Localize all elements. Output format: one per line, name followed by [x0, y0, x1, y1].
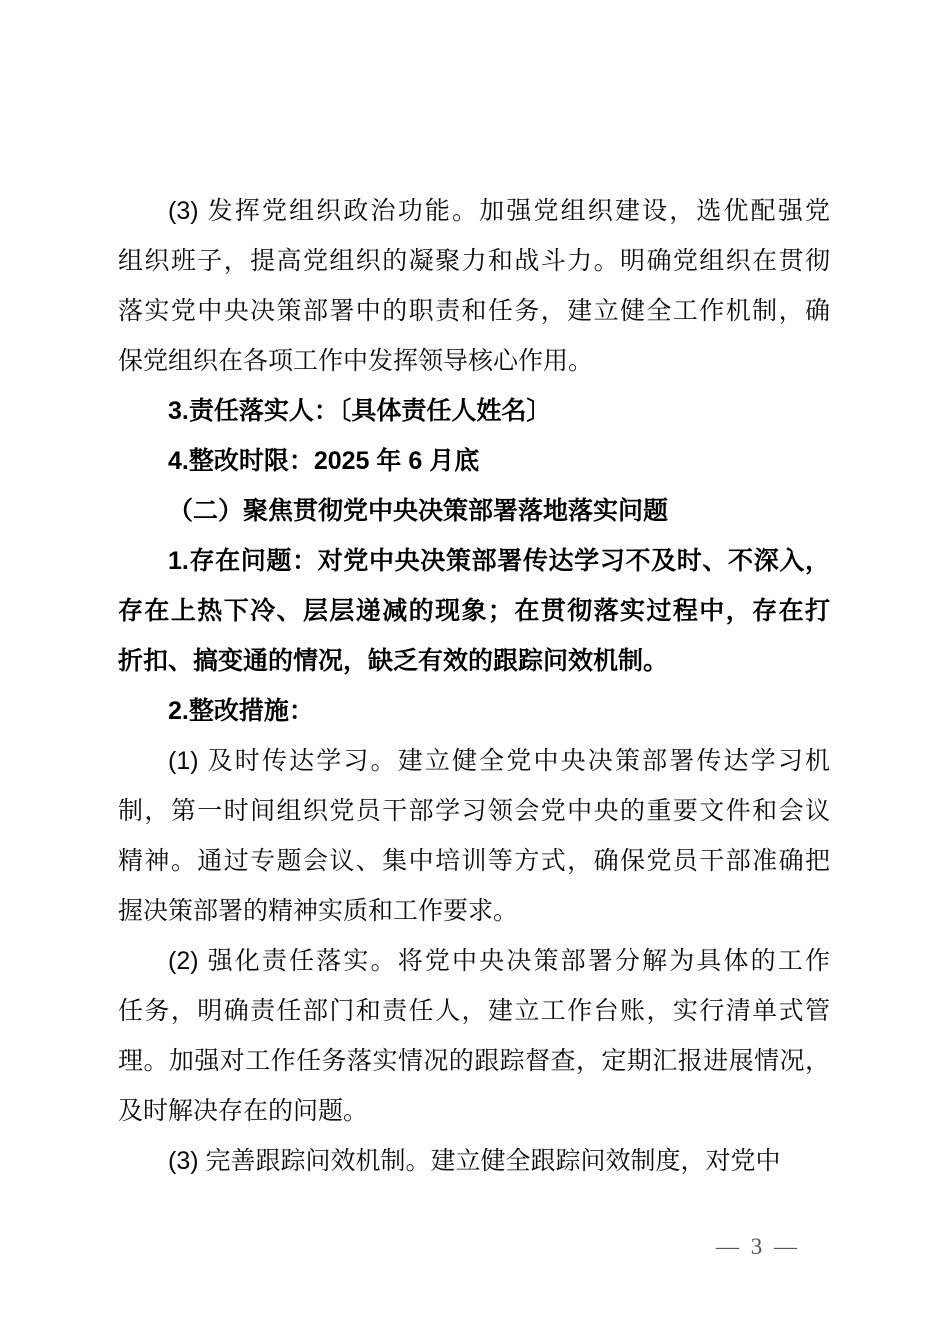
text-line: （二）聚焦贯彻党中央决策部署落地落实问题: [168, 497, 669, 525]
paragraph: [118, 736, 830, 936]
paragraph: [118, 386, 830, 436]
page-number: — 3 —: [716, 1234, 800, 1259]
text-line: (3) 完善跟踪问效机制。建立健全跟踪问效制度，对党中: [168, 1147, 781, 1175]
text-line: 折扣、搞变通的情况，缺乏有效的跟踪问效机制。: [118, 647, 669, 675]
text-line: 精神。通过专题会议、集中培训等方式，确保党员干部准确把: [118, 847, 830, 875]
paragraph: [118, 1136, 830, 1186]
text-line: 2.整改措施：: [168, 697, 314, 725]
text-line: 握决策部署的精神实质和工作要求。: [118, 897, 519, 925]
paragraph: [118, 186, 830, 386]
text-line: 保党组织在各项工作中发挥领导核心作用。: [118, 347, 594, 375]
text-line: 组织班子，提高党组织的凝聚力和战斗力。明确党组织在贯彻: [118, 247, 830, 275]
text-line: 任务，明确责任部门和责任人，建立工作台账，实行清单式管: [118, 997, 830, 1025]
text-line: 4.整改时限：2025 年 6 月底: [168, 447, 480, 475]
paragraph: [118, 686, 830, 736]
text-line: 落实党中央决策部署中的职责和任务，建立健全工作机制，确: [118, 297, 830, 325]
text-line: (1) 及时传达学习。建立健全党中央决策部署传达学习机: [168, 747, 830, 775]
text-line: (3) 发挥党组织政治功能。加强党组织建设，选优配强党: [168, 197, 830, 225]
text-line: 存在上热下冷、层层递减的现象；在贯彻落实过程中，存在打: [118, 597, 830, 625]
text-line: (2) 强化责任落实。将党中央决策部署分解为具体的工作: [168, 947, 830, 975]
paragraph: [118, 936, 830, 1136]
text-line: 1.存在问题：对党中央决策部署传达学习不及时、不深入，: [168, 547, 830, 575]
text-line: 3.责任落实人：〔具体责任人姓名〕: [168, 397, 552, 425]
document-body: [118, 186, 830, 1186]
text-line: 制，第一时间组织党员干部学习领会党中央的重要文件和会议: [118, 797, 830, 825]
text-line: 理。加强对工作任务落实情况的跟踪督查，定期汇报进展情况，: [118, 1047, 830, 1075]
paragraph: [118, 436, 830, 486]
paragraph: [118, 536, 830, 686]
paragraph: [118, 486, 830, 536]
text-line: 及时解决存在的问题。: [118, 1097, 369, 1125]
